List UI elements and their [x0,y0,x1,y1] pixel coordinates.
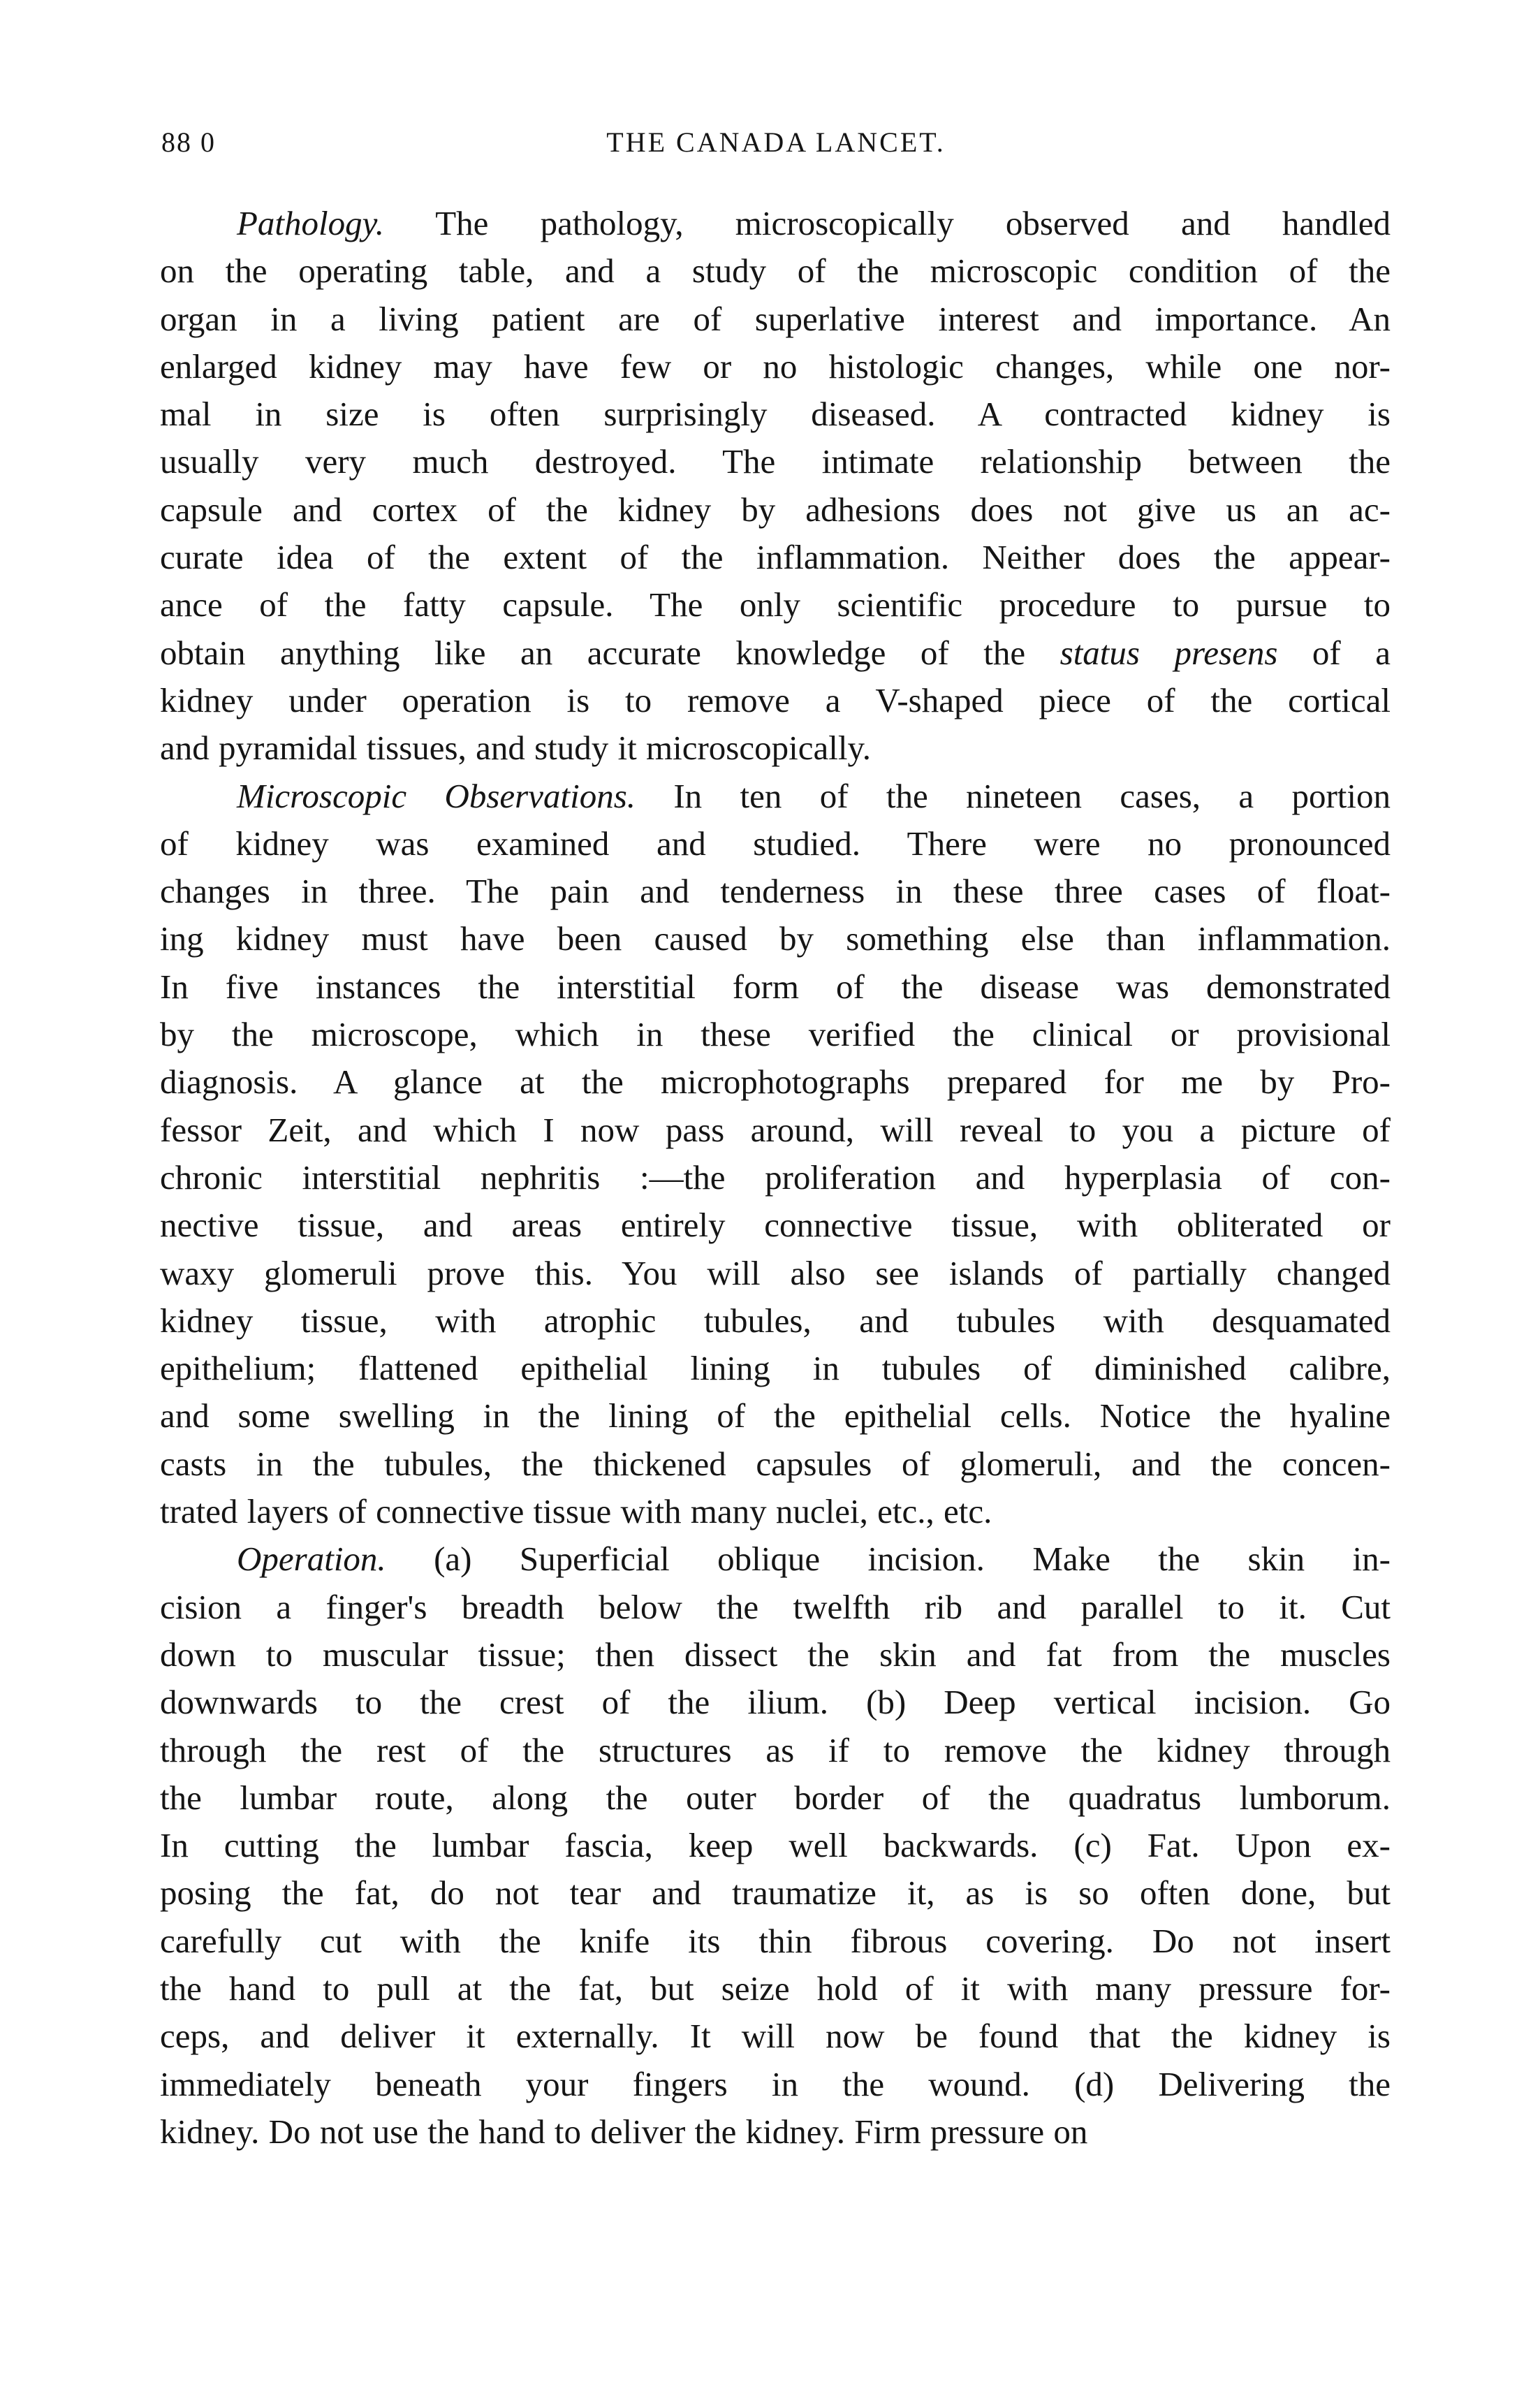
section-heading: Microscopic Observations. [237,776,636,815]
text-line: downwards to the crest of the ilium. (b) Deep vertical incision. Go [160,1683,1391,1722]
text-line: casts in the tubules, the thickened capsules of glomeruli, and the concen- [160,1444,1391,1483]
paragraph-first-line [160,200,1391,247]
text-line: on the operating table, and a study of the microscopic condition of the [160,251,1391,291]
text-line: carefully cut with the knife its thin fibrous covering. Do not insert [160,1921,1391,1960]
text-line: organ in a living patient are of superlative interest and importance. An [160,299,1391,338]
text-line: epithelium; flattened epithelial lining in tubules of diminished calibre, [160,1349,1391,1388]
line-text: The pathology, microscopically observed and handled [383,204,1391,242]
text-line [160,629,1391,677]
text-line: changes in three. The pain and tenderness in these three cases of float- [160,872,1391,911]
text-line: and pyramidal tissues, and study it microscopically. [160,729,872,768]
text-line: immediately beneath your fingers in the wound. (d) Delivering the [160,2064,1391,2103]
text-line: curate idea of the extent of the inflammation. Neither does the appear- [160,538,1391,577]
text-line: In five instances the interstitial form of the disease was demonstrated [160,967,1391,1006]
text-line: trated layers of connective tissue with many nuclei, etc., etc. [160,1492,992,1531]
text-line: In cutting the lumbar fascia, keep well backwards. (c) Fat. Upon ex- [160,1826,1391,1865]
text-line: fessor Zeit, and which I now pass around, will reveal to you a picture of [160,1110,1391,1149]
paragraph-first-line [160,773,1391,820]
text-line: cision a finger's breadth below the twelfth rib and parallel to it. Cut [160,1587,1391,1626]
text-line: posing the fat, do not tear and traumatize it, as is so often done, but [160,1873,1391,1913]
text-line: the hand to pull at the fat, but seize hold of it with many pressure for- [160,1968,1391,2008]
text-line: kidney tissue, with atrophic tubules, and tubules with desquamated [160,1301,1391,1340]
text-line: and some swelling in the lining of the epithelial cells. Notice the hyaline [160,1396,1391,1435]
line-text: obtain anything like an accurate knowledge of the [160,633,1060,672]
text-line: usually very much destroyed. The intimate relationship between the [160,442,1391,481]
line-text: In ten of the nineteen cases, a portion [636,776,1391,815]
paragraph-first-line [160,1535,1391,1583]
text-line: enlarged kidney may have few or no histologic changes, while one nor- [160,346,1391,386]
article-body [160,200,1391,2156]
text-line: the lumbar route, along the outer border of the quadratus lumborum. [160,1778,1391,1817]
text-line: capsule and cortex of the kidney by adhesions does not give us an ac- [160,490,1391,529]
section-heading: Operation. [237,1540,386,1579]
text-line: of kidney was examined and studied. There were no pronounced [160,824,1391,863]
text-line: nective tissue, and areas entirely connective tissue, with obliterated or [160,1206,1391,1245]
text-line: chronic interstitial nephritis :—the proliferation and hyperplasia of con- [160,1157,1391,1197]
page-number: 88 0 [161,126,216,158]
line-text: of a [1277,633,1391,672]
text-line: through the rest of the structures as if to remove the kidney through [160,1730,1391,1769]
page-header [161,122,1391,163]
text-line: kidney under operation is to remove a V-shaped piece of the cortical [160,680,1391,719]
text-line: diagnosis. A glance at the microphotographs prepared for me by Pro- [160,1062,1391,1102]
section-heading: Pathology. [237,204,384,242]
text-line: kidney. Do not use the hand to deliver the kidney. Firm pressure on [160,2112,1088,2151]
text-line: by the microscope, which in these verified the clinical or provisional [160,1015,1391,1054]
text-line: ance of the fatty capsule. The only scientific procedure to pursue to [160,585,1391,624]
latin-term: status presens [1059,633,1278,672]
text-line: down to muscular tissue; then dissect the skin and fat from the muscles [160,1635,1391,1674]
line-text: (a) Superficial oblique incision. Make the skin in- [386,1540,1391,1579]
text-line: waxy glomeruli prove this. You will also see islands of partially changed [160,1253,1391,1292]
text-line: ing kidney must have been caused by something else than inflammation. [160,919,1391,958]
running-title: THE CANADA LANCET. [606,126,946,158]
text-line: ceps, and deliver it externally. It will now be found that the kidney is [160,2017,1391,2056]
text-line: mal in size is often surprisingly diseased. A contracted kidney is [160,395,1391,434]
